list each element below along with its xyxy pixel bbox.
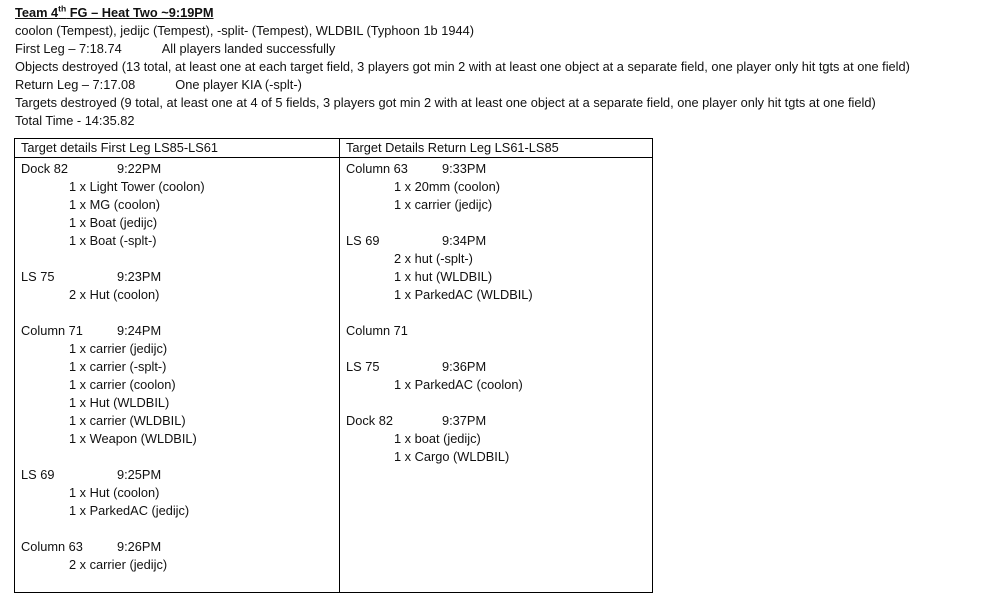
target-field-heading — [346, 322, 652, 340]
target-field-group — [346, 160, 652, 214]
return-leg-note: One player KIA (-splt-) — [175, 77, 302, 92]
destroyed-target-item: 1 x hut (WLDBIL) — [394, 269, 493, 284]
return-leg-column-header: Target Details Return Leg LS61-LS85 — [340, 139, 653, 158]
destroyed-target-item: 1 x 20mm (coolon) — [394, 179, 500, 194]
destroyed-target-item: 1 x carrier (WLDBIL) — [69, 413, 186, 428]
target-field-group — [346, 412, 652, 466]
first-leg-note: All players landed successfully — [161, 41, 336, 56]
players-line: coolon (Tempest), jedijc (Tempest), -split- (Tempest), WLDBIL (Typhoon 1b 1944) — [15, 23, 474, 38]
report-title — [15, 4, 1000, 22]
first-leg-label: First Leg – 7:18.74 — [15, 41, 122, 56]
target-field-group — [346, 358, 652, 394]
destroyed-target-item: 1 x Cargo (WLDBIL) — [394, 449, 510, 464]
destroyed-target-item: 1 x Hut (WLDBIL) — [69, 395, 170, 410]
target-field-time: 9:33PM — [442, 161, 487, 176]
target-field-group — [346, 322, 652, 340]
first-leg-column-header: Target details First Leg LS85-LS61 — [15, 139, 340, 158]
target-field-time: 9:34PM — [442, 233, 487, 248]
target-field-heading — [21, 322, 339, 340]
target-field-time: 9:25PM — [117, 467, 162, 482]
target-field-name: Dock 82 — [21, 161, 68, 176]
target-field-time: 9:24PM — [117, 323, 162, 338]
return-leg-line — [15, 76, 1000, 94]
return-leg-details — [340, 158, 653, 593]
destroyed-target-item: 2 x carrier (jedijc) — [69, 557, 168, 572]
title-text-rest: FG – Heat Two ~9:19PM — [66, 5, 214, 20]
total-time-line: Total Time - 14:35.82 — [15, 113, 135, 128]
target-field-heading — [21, 538, 339, 556]
destroyed-target-item: 1 x carrier (coolon) — [69, 377, 176, 392]
destroyed-target-item: 1 x Light Tower (coolon) — [69, 179, 205, 194]
target-field-heading — [346, 358, 652, 376]
target-field-group — [21, 160, 339, 250]
destroyed-target-item: 1 x carrier (-splt-) — [69, 359, 167, 374]
target-field-time: 9:37PM — [442, 413, 487, 428]
destroyed-target-item: 1 x MG (coolon) — [69, 197, 161, 212]
target-field-name: Column 71 — [21, 323, 83, 338]
target-field-group — [21, 268, 339, 304]
target-field-name: Dock 82 — [346, 413, 393, 428]
target-field-time: 9:26PM — [117, 539, 162, 554]
destroyed-target-item: 1 x ParkedAC (WLDBIL) — [394, 287, 533, 302]
destroyed-target-item: 1 x Boat (-splt-) — [69, 233, 157, 248]
target-field-name: LS 75 — [21, 269, 55, 284]
first-leg-details — [15, 158, 340, 593]
target-field-name: Column 71 — [346, 323, 408, 338]
target-field-heading — [21, 466, 339, 484]
destroyed-target-item: 1 x boat (jedijc) — [394, 431, 481, 446]
return-leg-label: Return Leg – 7:17.08 — [15, 77, 136, 92]
target-field-time: 9:22PM — [117, 161, 162, 176]
destroyed-target-item: 1 x Hut (coolon) — [69, 485, 160, 500]
target-field-group — [21, 538, 339, 574]
target-field-heading — [346, 232, 652, 250]
target-field-name: Column 63 — [346, 161, 408, 176]
destroyed-target-item: 2 x hut (-splt-) — [394, 251, 473, 266]
title-superscript: th — [58, 3, 67, 14]
objects-destroyed-line: Objects destroyed (13 total, at least one at each target field, 3 players got min 2 with at least one object at a separate field, one player only hit tgts at one field) — [15, 59, 910, 74]
target-field-group — [346, 232, 652, 304]
target-field-name: LS 75 — [346, 359, 380, 374]
target-field-heading — [346, 160, 652, 178]
target-field-heading — [21, 160, 339, 178]
target-field-name: Column 63 — [21, 539, 83, 554]
target-field-name: LS 69 — [346, 233, 380, 248]
destroyed-target-item: 2 x Hut (coolon) — [69, 287, 160, 302]
destroyed-target-item: 1 x Boat (jedijc) — [69, 215, 158, 230]
target-field-time: 9:36PM — [442, 359, 487, 374]
target-field-heading — [346, 412, 652, 430]
first-leg-line — [15, 40, 1000, 58]
target-field-name: LS 69 — [21, 467, 55, 482]
destroyed-target-item: 1 x carrier (jedijc) — [69, 341, 168, 356]
report-header — [15, 4, 1000, 130]
destroyed-target-item: 1 x ParkedAC (jedijc) — [69, 503, 190, 518]
targets-destroyed-line: Targets destroyed (9 total, at least one at 4 of 5 fields, 3 players got min 2 with at least one object at a separate field, one player only hit tgts at one field) — [15, 95, 876, 110]
target-field-group — [21, 466, 339, 520]
target-details-table — [14, 138, 653, 593]
destroyed-target-item: 1 x Weapon (WLDBIL) — [69, 431, 197, 446]
title-text: Team 4 — [15, 5, 59, 20]
target-field-group — [21, 322, 339, 448]
destroyed-target-item: 1 x ParkedAC (coolon) — [394, 377, 523, 392]
target-field-heading — [21, 268, 339, 286]
target-field-time: 9:23PM — [117, 269, 162, 284]
destroyed-target-item: 1 x carrier (jedijc) — [394, 197, 493, 212]
